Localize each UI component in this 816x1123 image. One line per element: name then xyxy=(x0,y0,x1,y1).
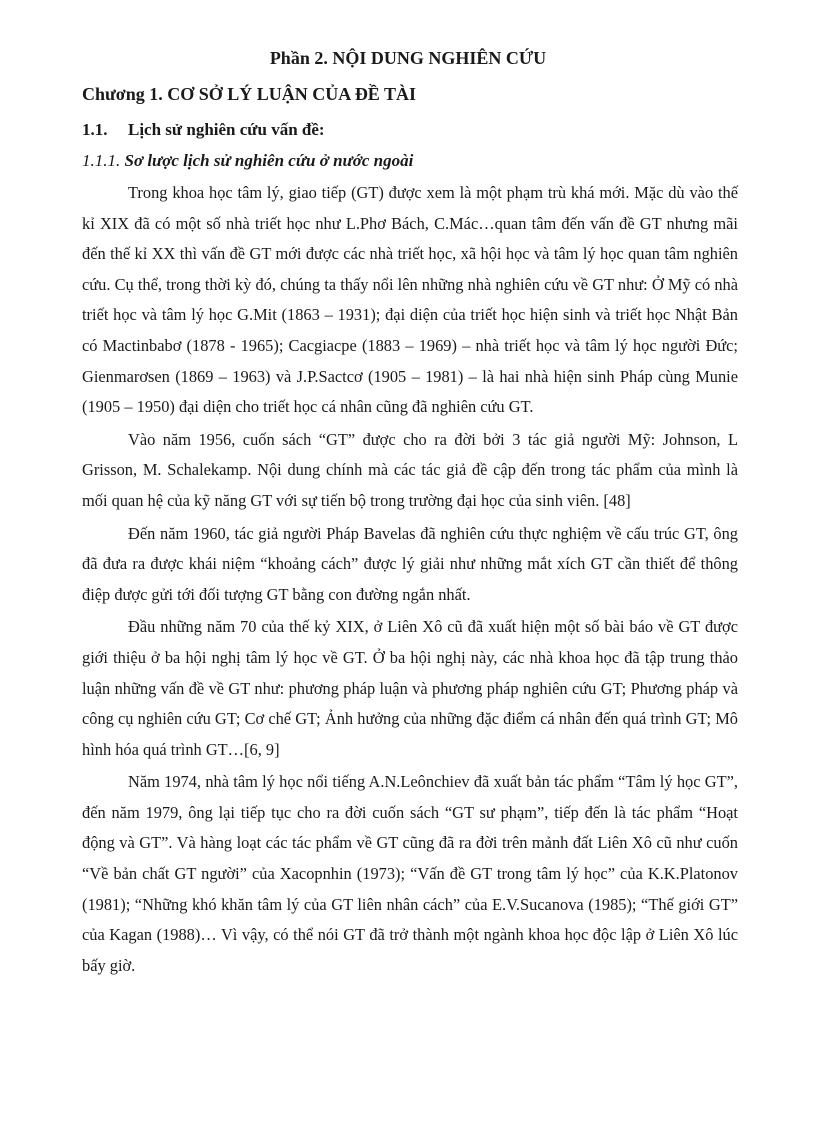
chapter-title: Chương 1. CƠ SỞ LÝ LUẬN CỦA ĐỀ TÀI xyxy=(82,84,417,104)
subsection-number: 1.1.1. xyxy=(82,151,121,170)
paragraph: Đầu những năm 70 của thế kỷ XIX, ở Liên Xô cũ đã xuất hiện một số bài báo về GT được giới thiệu ở ba hội nghị tâm lý học về GT. Ở ba hội nghị này, các nhà khoa học đã tập trung thảo luận những vấn đề về GT như: phương pháp luận và phương pháp nghiên cứu GT; Phương pháp và công cụ nghiên cứu GT; Cơ chế GT; Ảnh hưởng của những đặc điểm cá nhân đến quá trình GT; Mô hình hóa quá trình GT…[6, 9] xyxy=(82,617,738,759)
body-text xyxy=(82,178,738,983)
section-heading xyxy=(82,118,325,142)
subsection-title: Sơ lược lịch sử nghiên cứu ở nước ngoài xyxy=(124,151,414,170)
paragraph: Năm 1974, nhà tâm lý học nổi tiếng A.N.Leônchiev đã xuất bản tác phẩm “Tâm lý học GT”, đến năm 1979, ông lại tiếp tục cho ra đời cuốn sách “GT sư phạm”, tiếp đến là tác phẩm “Hoạt động và GT”. Và hàng loạt các tác phẩm về GT cũng đã ra đời trên mảnh đất Liên Xô cũ như cuốn “Về bản chất GT người” của Xacopnhin (1973); “Vấn đề GT trong tâm lý học” của K.K.Platonov (1981); “Những khó khăn tâm lý của GT liên nhân cách” của E.V.Sucanova (1985); “Thế giới GT” của Kagan (1988)… Vì vậy, có thể nói GT đã trở thành một ngành khoa học độc lập ở Liên Xô lúc bấy giờ. xyxy=(82,772,738,975)
paragraph: Đến năm 1960, tác giả người Pháp Bavelas đã nghiên cứu thực nghiệm về cấu trúc GT, ông đã đưa ra được khái niệm “khoảng cách” được lý giải như những mắt xích GT cần thiết để thông điệp được gửi tới đối tượng GT bằng con đường ngắn nhất. xyxy=(82,523,738,604)
subsection-heading xyxy=(82,149,413,173)
section-number: 1.1. xyxy=(82,120,108,139)
paragraph: Vào năm 1956, cuốn sách “GT” được cho ra đời bởi 3 tác giả người Mỹ: Johnson, L Grisson, M. Schalekamp. Nội dung chính mà các tác giả đề cập đến trong tác phẩm của mình là mối quan hệ của kỹ năng GT với sự tiến bộ trong trường đại học của sinh viên. [48] xyxy=(82,429,738,510)
paragraph: Trong khoa học tâm lý, giao tiếp (GT) được xem là một phạm trù khá mới. Mặc dù vào thế kỉ XIX đã có một số nhà triết học như L.Phơ Bách, C.Mác…quan tâm đến vấn đề GT nhưng mãi đến thế kỉ XX thì vấn đề GT mới được các nhà triết học, xã hội học và tâm lý học quan tâm nghiên cứu. Cụ thể, trong thời kỳ đó, chúng ta thấy nổi lên những nhà nghiên cứu về GT như: Ở Mỹ có nhà triết học và tâm lý học G.Mit (1863 – 1931); đại diện của triết học hiện sinh và triết học Nhật Bản có Mactinbabơ (1878 - 1965); Cacgiacpe (1883 – 1969) – nhà triết học và tâm lý học người Đức; Gienmarơsen (1869 – 1963) và J.P.Sactcơ (1905 – 1981) – là hai nhà hiện sinh Pháp cùng Munie (1905 – 1950) đại diện cho triết học cá nhân cũng đã nghiên cứu GT. xyxy=(82,183,738,417)
part-title: Phần 2. NỘI DUNG NGHIÊN CỨU xyxy=(269,48,547,68)
section-title: Lịch sử nghiên cứu vấn đề: xyxy=(128,120,325,139)
